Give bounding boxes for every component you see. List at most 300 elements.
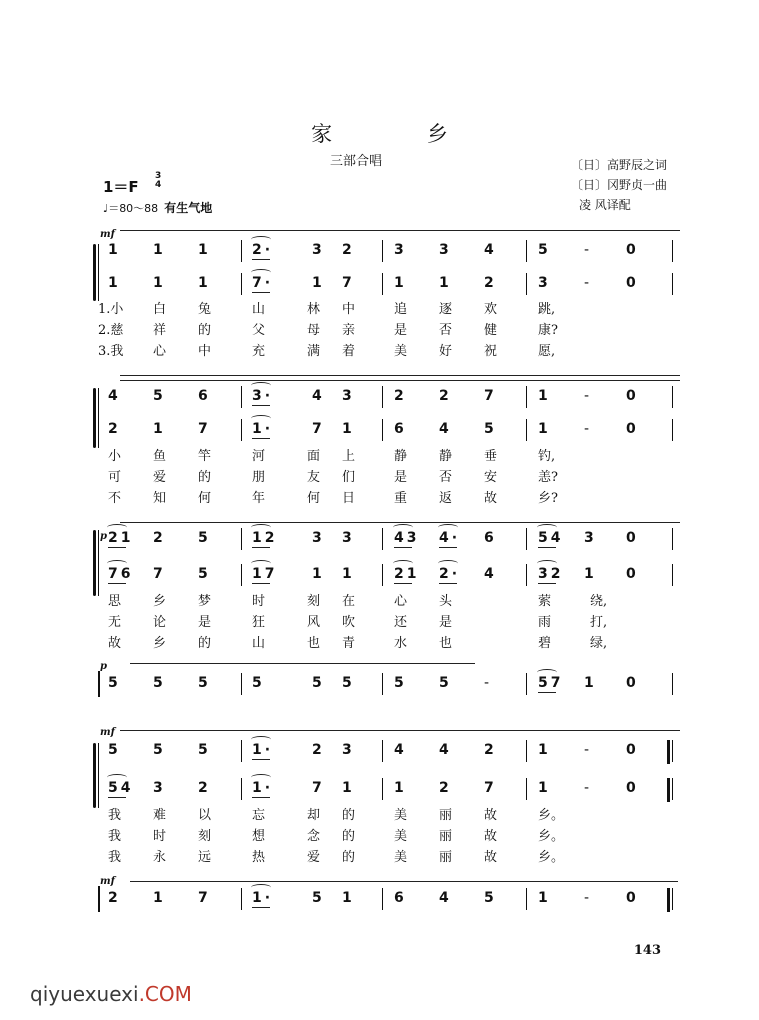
- bass-note: 1: [584, 675, 594, 691]
- note: 54: [108, 780, 134, 796]
- note: -: [584, 421, 590, 437]
- measure-barline: [241, 673, 242, 695]
- note: -: [584, 275, 590, 291]
- staff-brace: [93, 244, 96, 301]
- lyric-syllable: 水: [394, 636, 408, 651]
- beam: [439, 547, 457, 548]
- lyric-syllable: 钓,: [538, 449, 556, 464]
- final-barline: [667, 740, 670, 764]
- lyric-syllable: 是: [198, 615, 212, 630]
- measure-barline: [672, 386, 673, 408]
- note: 0: [626, 530, 636, 546]
- note: 1: [538, 421, 548, 437]
- bass-note: 4: [439, 890, 449, 906]
- lyric-syllable: 乡。: [538, 808, 565, 823]
- lyric-syllable: 兔: [198, 302, 212, 317]
- lyric-syllable: 爱: [307, 850, 321, 865]
- measure-barline: [382, 419, 383, 441]
- note: 1: [312, 275, 322, 291]
- lyric-syllable: 刻: [307, 594, 321, 609]
- note: 5: [198, 742, 208, 758]
- lyric-syllable: 心: [394, 594, 408, 609]
- slur: [537, 560, 557, 567]
- beam: [108, 583, 126, 584]
- note: 1: [538, 742, 548, 758]
- bass-note: 6: [394, 890, 404, 906]
- lyric-syllable: 却: [307, 808, 321, 823]
- note: 43: [394, 530, 420, 546]
- lyric-syllable: 丽: [439, 829, 453, 844]
- lyric-syllable: 还: [394, 615, 408, 630]
- bass-note: 5: [312, 890, 322, 906]
- note: 2: [394, 388, 404, 404]
- measure-barline: [241, 564, 242, 586]
- slur: [251, 560, 271, 567]
- note: 2: [312, 742, 322, 758]
- measure-barline: [672, 240, 673, 262]
- note: 0: [626, 742, 636, 758]
- measure-barline: [382, 673, 383, 695]
- phrase-line: [130, 881, 678, 882]
- measure-barline: [672, 673, 673, 695]
- note: 1: [584, 566, 594, 582]
- note: 2: [439, 780, 449, 796]
- lyric-syllable: 梦: [198, 594, 212, 609]
- lyric-syllable: 安: [484, 470, 498, 485]
- note: 7·: [252, 275, 274, 291]
- lyric-syllable: 不: [108, 491, 122, 506]
- lyric-syllable: 康?: [538, 323, 558, 338]
- lyric-syllable: 2.慈: [98, 323, 124, 338]
- measure-barline: [241, 273, 242, 295]
- measure-barline: [672, 273, 673, 295]
- lyric-syllable: 静: [439, 449, 453, 464]
- bass-note: 0: [626, 675, 636, 691]
- lyric-syllable: 何: [307, 491, 321, 506]
- measure-barline: [526, 740, 527, 762]
- note: 2·: [252, 242, 274, 258]
- lyric-syllable: 远: [198, 850, 212, 865]
- note: 4: [439, 421, 449, 437]
- lyric-syllable: 论: [153, 615, 167, 630]
- note: 0: [626, 388, 636, 404]
- note: 5: [538, 242, 548, 258]
- note: 2: [484, 275, 494, 291]
- lyric-syllable: 母: [307, 323, 321, 338]
- note: 32: [538, 566, 564, 582]
- lyric-syllable: 否: [439, 470, 453, 485]
- lyric-syllable: 追: [394, 302, 408, 317]
- note: 3: [312, 530, 322, 546]
- lyric-syllable: 可: [108, 470, 122, 485]
- note: 17: [252, 566, 278, 582]
- beam: [252, 438, 270, 439]
- note: 1: [312, 566, 322, 582]
- system-barline: [98, 244, 99, 301]
- note: 12: [252, 530, 278, 546]
- note: 3: [312, 242, 322, 258]
- lyric-syllable: 的: [342, 829, 356, 844]
- lyric-syllable: 我: [108, 850, 122, 865]
- slur: [393, 560, 413, 567]
- lyric-syllable: 何: [198, 491, 212, 506]
- bass-note: 5: [108, 675, 118, 691]
- lyric-syllable: 好: [439, 344, 453, 359]
- lyric-syllable: 的: [342, 808, 356, 823]
- beam: [538, 547, 556, 548]
- slur: [107, 560, 127, 567]
- slur: [107, 774, 127, 781]
- beam: [108, 797, 126, 798]
- beam: [252, 547, 270, 548]
- system-barline: [98, 743, 99, 808]
- lyric-syllable: 萦: [538, 594, 552, 609]
- lyric-syllable: 绕,: [590, 594, 608, 609]
- note: 4: [484, 566, 494, 582]
- lyric-syllable: 林: [307, 302, 321, 317]
- lyric-syllable: 是: [394, 470, 408, 485]
- bass-note: 5: [252, 675, 262, 691]
- note: 6: [394, 421, 404, 437]
- lyric-syllable: 丽: [439, 850, 453, 865]
- lyric-syllable: 上: [342, 449, 356, 464]
- lyric-syllable: 们: [342, 470, 356, 485]
- credits: [571, 155, 667, 215]
- lyric-syllable: 故: [484, 850, 498, 865]
- beam: [252, 583, 270, 584]
- beam: [394, 547, 412, 548]
- bass-note: 5: [394, 675, 404, 691]
- measure-barline: [241, 740, 242, 762]
- note: 1·: [252, 742, 274, 758]
- dynamic-marking: mf: [100, 727, 115, 738]
- phrase-line: [130, 663, 475, 664]
- slur: [251, 524, 271, 531]
- note: 2: [342, 242, 352, 258]
- lyric-syllable: 打,: [590, 615, 608, 630]
- note: 4·: [439, 530, 461, 546]
- lyric-syllable: 时: [252, 594, 266, 609]
- lyric-syllable: 朋: [252, 470, 266, 485]
- measure-barline: [526, 888, 527, 910]
- note: 1: [538, 780, 548, 796]
- slur: [251, 736, 271, 743]
- lyric-syllable: 碧: [538, 636, 552, 651]
- phrase-line: [120, 730, 680, 731]
- measure-barline: [526, 273, 527, 295]
- note: 3: [439, 242, 449, 258]
- bass-barline: [98, 886, 100, 912]
- song-title: 家 乡: [311, 122, 492, 146]
- measure-barline: [241, 419, 242, 441]
- phrase-line: [120, 230, 680, 231]
- page-number: 143: [633, 943, 661, 958]
- lyric-syllable: 山: [252, 302, 266, 317]
- note: 3: [342, 742, 352, 758]
- bass-note: 5: [439, 675, 449, 691]
- measure-barline: [382, 528, 383, 550]
- lyric-syllable: 想: [252, 829, 266, 844]
- note: 5: [198, 530, 208, 546]
- translator-credit: 凌 风译配: [578, 198, 631, 212]
- bass-dynamic: p: [100, 661, 107, 672]
- note: 7: [312, 421, 322, 437]
- note: 1·: [252, 780, 274, 796]
- note: 7: [484, 780, 494, 796]
- note: -: [584, 742, 590, 758]
- lyric-syllable: 恙?: [538, 470, 558, 485]
- lyric-syllable: 美: [394, 829, 408, 844]
- beam: [252, 405, 270, 406]
- slur: [251, 236, 271, 243]
- lyric-syllable: 狂: [252, 615, 266, 630]
- beam: [394, 583, 412, 584]
- lyric-syllable: 中: [342, 302, 356, 317]
- note: 2: [439, 388, 449, 404]
- lyric-syllable: 难: [153, 808, 167, 823]
- note: 1: [108, 275, 118, 291]
- lyric-syllable: 时: [153, 829, 167, 844]
- beam: [252, 797, 270, 798]
- watermark-logo: qiyuexuexi.COM: [30, 982, 192, 1006]
- composer-credit: 〔日〕冈野贞一曲: [570, 178, 667, 192]
- note: 7: [198, 421, 208, 437]
- beam: [439, 583, 457, 584]
- phrase-line: [120, 522, 680, 523]
- expression-marking: 有生气地: [164, 201, 213, 215]
- lyric-syllable: 风: [307, 615, 321, 630]
- lyric-syllable: 着: [342, 344, 356, 359]
- lyric-syllable: 白: [153, 302, 167, 317]
- beam: [252, 259, 270, 260]
- lyric-syllable: 充: [252, 344, 266, 359]
- note: 1: [538, 388, 548, 404]
- dynamic-marking: mf: [100, 229, 115, 240]
- lyric-syllable: 中: [198, 344, 212, 359]
- bass-note: -: [484, 675, 490, 691]
- lyric-syllable: 逐: [439, 302, 453, 317]
- note: -: [584, 242, 590, 258]
- note: 3: [342, 530, 352, 546]
- final-barline: [667, 888, 670, 912]
- measure-barline: [526, 564, 527, 586]
- phrase-line: [120, 380, 680, 381]
- note: 2: [153, 530, 163, 546]
- key-signature: 1＝F: [103, 178, 139, 196]
- lyric-syllable: 永: [153, 850, 167, 865]
- system-barline: [98, 530, 99, 596]
- slur: [251, 382, 271, 389]
- note: 4: [484, 242, 494, 258]
- note: 1: [153, 421, 163, 437]
- staff-brace: [93, 743, 96, 808]
- slur: [251, 269, 271, 276]
- lyric-syllable: 的: [198, 636, 212, 651]
- slur: [438, 560, 458, 567]
- lyric-syllable: 美: [394, 344, 408, 359]
- measure-barline: [526, 778, 527, 800]
- lyric-syllable: 热: [252, 850, 266, 865]
- note: 1·: [252, 421, 274, 437]
- beam: [252, 292, 270, 293]
- beam: [252, 759, 270, 760]
- lyric-syllable: 山: [252, 636, 266, 651]
- lyric-syllable: 重: [394, 491, 408, 506]
- slur: [251, 774, 271, 781]
- lyric-syllable: 的: [342, 850, 356, 865]
- lyric-syllable: 青: [342, 636, 356, 651]
- bass-note: 1: [538, 890, 548, 906]
- slur: [537, 669, 557, 676]
- bass-note: 0: [626, 890, 636, 906]
- measure-barline: [526, 386, 527, 408]
- lyric-syllable: 念: [307, 829, 321, 844]
- lyric-syllable: 愿,: [538, 344, 556, 359]
- measure-barline: [382, 740, 383, 762]
- lyric-syllable: 丽: [439, 808, 453, 823]
- lyric-syllable: 忘: [252, 808, 266, 823]
- note: 5: [108, 742, 118, 758]
- lyric-syllable: 知: [153, 491, 167, 506]
- note: 2·: [439, 566, 461, 582]
- note: 2: [198, 780, 208, 796]
- measure-barline: [241, 778, 242, 800]
- measure-barline: [672, 778, 673, 800]
- measure-barline: [672, 888, 673, 910]
- measure-barline: [382, 564, 383, 586]
- note: 6: [198, 388, 208, 404]
- measure-barline: [526, 419, 527, 441]
- note: 0: [626, 421, 636, 437]
- note: 4: [312, 388, 322, 404]
- note: 2: [484, 742, 494, 758]
- bass-barline: [98, 671, 100, 697]
- lyric-syllable: 刻: [198, 829, 212, 844]
- measure-barline: [382, 240, 383, 262]
- lyric-syllable: 祝: [484, 344, 498, 359]
- lyric-syllable: 乡: [153, 594, 167, 609]
- lyric-syllable: 雨: [538, 615, 552, 630]
- lyric-syllable: 的: [198, 323, 212, 338]
- note: 0: [626, 242, 636, 258]
- lyric-syllable: 故: [484, 808, 498, 823]
- lyric-syllable: 是: [439, 615, 453, 630]
- measure-barline: [672, 528, 673, 550]
- lyric-syllable: 无: [108, 615, 122, 630]
- measure-barline: [526, 240, 527, 262]
- tempo-value: ♩＝80～88: [103, 202, 159, 215]
- bass-note: -: [584, 890, 590, 906]
- bass-note: 1: [153, 890, 163, 906]
- lyric-syllable: 乡。: [538, 850, 565, 865]
- note: 5: [484, 421, 494, 437]
- lyric-syllable: 面: [307, 449, 321, 464]
- lyric-syllable: 竿: [198, 449, 212, 464]
- lyric-syllable: 思: [108, 594, 122, 609]
- note: 3: [584, 530, 594, 546]
- bass-dynamic: mf: [100, 876, 115, 887]
- staff-brace: [93, 530, 96, 596]
- slur: [537, 524, 557, 531]
- subtitle: 三部合唱: [330, 154, 383, 169]
- note: 1: [394, 780, 404, 796]
- measure-barline: [382, 386, 383, 408]
- note: 1: [439, 275, 449, 291]
- note: 6: [484, 530, 494, 546]
- note: -: [584, 388, 590, 404]
- bass-note: 1·: [252, 890, 274, 906]
- final-barline: [667, 778, 670, 802]
- note: 76: [108, 566, 134, 582]
- staff-brace: [93, 388, 96, 448]
- bass-note: 7: [198, 890, 208, 906]
- note: 1: [342, 780, 352, 796]
- lyric-syllable: 我: [108, 808, 122, 823]
- bass-note: 5: [312, 675, 322, 691]
- note: 0: [626, 275, 636, 291]
- slur: [107, 524, 127, 531]
- lyric-syllable: 日: [342, 491, 356, 506]
- note: 1: [342, 566, 352, 582]
- measure-barline: [672, 740, 673, 762]
- lyric-syllable: 祥: [153, 323, 167, 338]
- lyric-syllable: 吹: [342, 615, 356, 630]
- lyric-syllable: 也: [307, 636, 321, 651]
- bass-note: 5: [484, 890, 494, 906]
- note: 4: [394, 742, 404, 758]
- note: 1: [153, 275, 163, 291]
- slur: [438, 524, 458, 531]
- lyric-syllable: 友: [307, 470, 321, 485]
- note: 21: [108, 530, 134, 546]
- lyric-syllable: 我: [108, 829, 122, 844]
- note: 5: [153, 742, 163, 758]
- lyric-syllable: 返: [439, 491, 453, 506]
- note: 21: [394, 566, 420, 582]
- beam: [252, 907, 270, 908]
- note: 1: [342, 421, 352, 437]
- measure-barline: [241, 888, 242, 910]
- bass-note: 5: [198, 675, 208, 691]
- lyricist-credit: 〔日〕高野辰之词: [570, 158, 667, 172]
- bass-note: 5: [342, 675, 352, 691]
- lyric-syllable: 美: [394, 808, 408, 823]
- note: 1: [108, 242, 118, 258]
- lyric-syllable: 3.我: [98, 344, 124, 359]
- beam: [538, 583, 556, 584]
- note: 1: [198, 242, 208, 258]
- note: 3: [538, 275, 548, 291]
- lyric-syllable: 乡: [153, 636, 167, 651]
- note: 1: [394, 275, 404, 291]
- lyric-syllable: 满: [307, 344, 321, 359]
- lyric-syllable: 美: [394, 850, 408, 865]
- note: 5: [153, 388, 163, 404]
- lyric-syllable: 也: [439, 636, 453, 651]
- measure-barline: [241, 528, 242, 550]
- lyric-syllable: 父: [252, 323, 266, 338]
- measure-barline: [382, 778, 383, 800]
- lyric-syllable: 小: [108, 449, 122, 464]
- lyric-syllable: 乡。: [538, 829, 565, 844]
- measure-barline: [526, 528, 527, 550]
- note: 1: [198, 275, 208, 291]
- measure-barline: [241, 386, 242, 408]
- slur: [251, 415, 271, 422]
- lyric-syllable: 亲: [342, 323, 356, 338]
- phrase-line: [120, 375, 680, 376]
- beam: [538, 692, 556, 693]
